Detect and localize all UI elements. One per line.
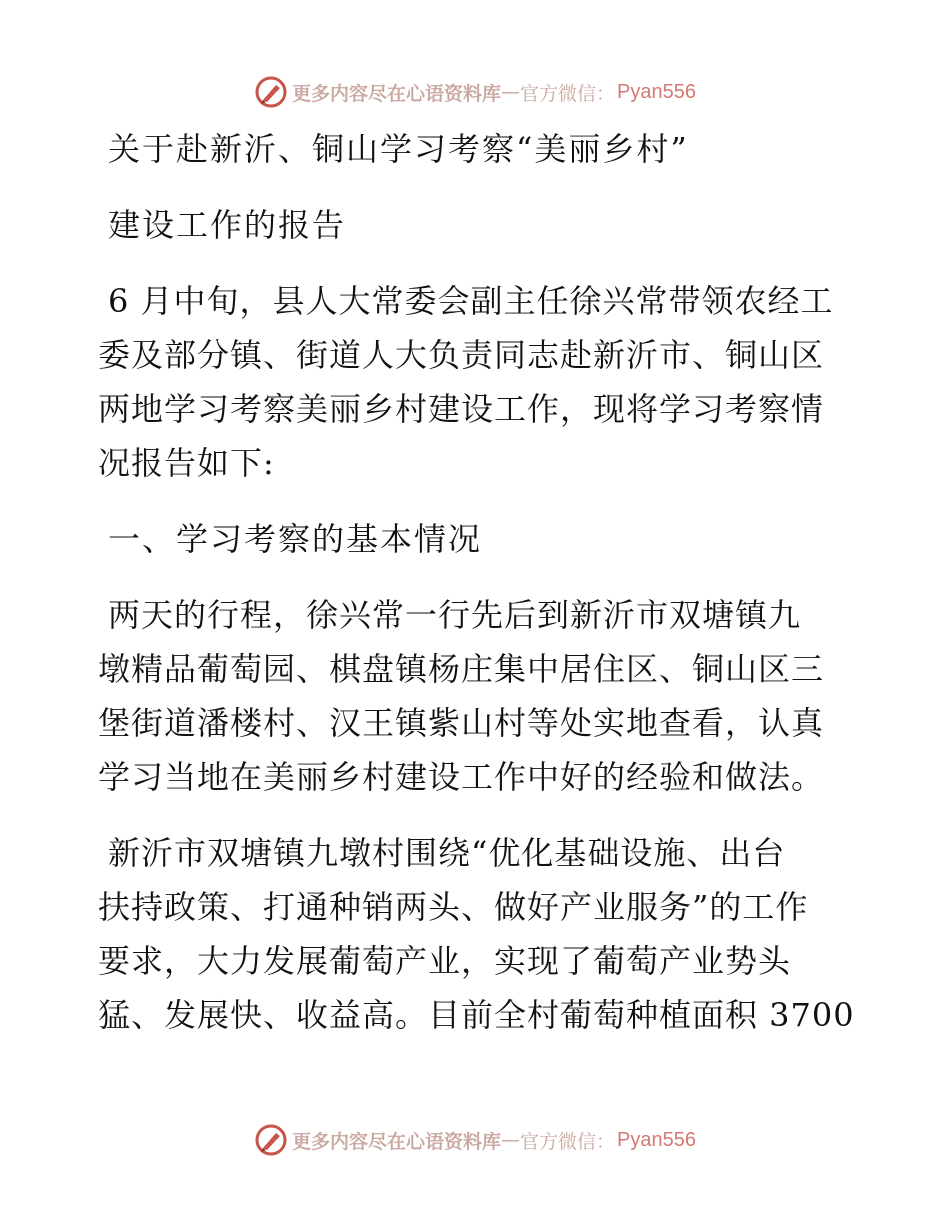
section-heading <box>98 512 858 566</box>
watermark-wechat-id: Pyan556 <box>617 1128 696 1151</box>
paragraph-line: 要求，大力发展葡萄产业，实现了葡萄产业势头 <box>98 942 792 980</box>
paragraph-line: 两天的行程，徐兴常一行先后到新沂市双塘镇九 <box>108 596 802 634</box>
intro-paragraph <box>98 274 858 490</box>
document-body <box>98 122 858 1064</box>
paragraph-line: 猛、发展快、收益高。目前全村葡萄种植面积 3700 <box>98 996 855 1034</box>
paragraph-line: 学习当地在美丽乡村建设工作中好的经验和做法。 <box>98 758 825 796</box>
body-paragraph-2 <box>98 826 858 1042</box>
watermark-wechat-id: Pyan556 <box>617 80 696 103</box>
pen-logo-icon <box>254 1123 288 1157</box>
section-1-heading: 一、学习考察的基本情况 <box>108 520 483 558</box>
paragraph-line: 两地学习考察美丽乡村建设工作，现将学习考察情 <box>98 390 825 428</box>
title-line-2: 建设工作的报告 <box>108 206 347 244</box>
watermark-site-text: 更多内容尽在心语资料库 <box>292 82 502 105</box>
document-title <box>98 122 858 176</box>
document-title-cont <box>98 198 858 252</box>
footer-watermark <box>0 1120 950 1160</box>
paragraph-line: 墩精品葡萄园、棋盘镇杨庄集中居住区、铜山区三 <box>98 650 825 688</box>
body-paragraph-1 <box>98 588 858 804</box>
paragraph-line: 6 月中旬，县人大常委会副主任徐兴常带领农经工 <box>108 282 834 320</box>
watermark-wechat-label: 官方微信： <box>520 1130 616 1153</box>
paragraph-line: 扶持政策、打通种销两头、做好产业服务”的工作 <box>98 888 809 926</box>
watermark-separator: — <box>501 81 521 103</box>
paragraph-line: 委及部分镇、街道人大负责同志赴新沂市、铜山区 <box>98 336 825 374</box>
watermark-site-text: 更多内容尽在心语资料库 <box>292 1130 502 1153</box>
title-line-1: 关于赴新沂、铜山学习考察“美丽乡村” <box>108 130 689 168</box>
paragraph-line: 堡街道潘楼村、汉王镇紫山村等处实地查看，认真 <box>98 704 825 742</box>
paragraph-line: 况报告如下: <box>98 444 275 482</box>
watermark-wechat-label: 官方微信： <box>520 82 616 105</box>
watermark-separator: — <box>501 1129 521 1151</box>
header-watermark <box>0 72 950 112</box>
pen-logo-icon <box>254 75 288 109</box>
paragraph-line: 新沂市双塘镇九墩村围绕“优化基础设施、出台 <box>108 834 786 872</box>
